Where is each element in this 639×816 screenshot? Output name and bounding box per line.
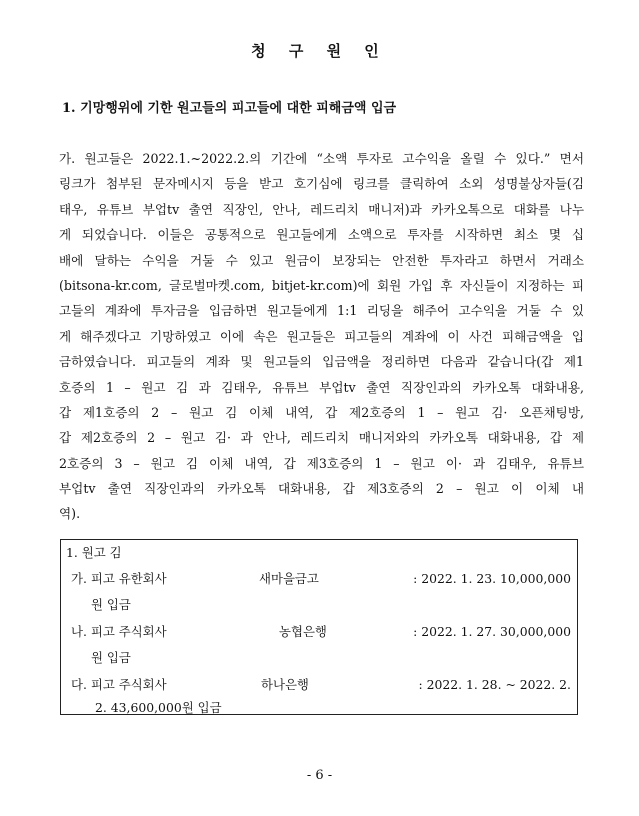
body-line: 부업tv 출연 직장인과의 카카오톡 대화내용, 갑 제3호증의 2 – 원고 이 이체 내 [59,481,584,497]
body-line: 호증의 1 – 원고 김 과 김태우, 유튜브 부업tv 출연 직장인과의 카카오톡 대화내용, [59,379,584,395]
page-number: - 6 - [306,768,333,783]
body-line: 게 해주겠다고 기망하였고 이에 속은 원고들은 피고들의 계좌에 이 사건 피해금액을 입 [59,328,584,344]
entry-continuation: 원 입금 [91,597,131,612]
entry-defendant: 나. 피고 주식회사 [71,624,167,639]
section-heading: 1. 기망행위에 기한 원고들의 피고들에 대한 피해금액 입금 [62,101,397,116]
body-line: (bitsona-kr.com, 글로벌마켓.com, bitjet-kr.com)에 회원 가입 후 자신들이 지정하는 피 [59,277,584,293]
entry-bank: 새마을금고 [259,571,319,586]
body-line: 2호증의 3 – 원고 김 이체 내역, 갑 제3호증의 1 – 원고 이· 과 김태우, 유튜브 [59,455,584,471]
body-line: 배에 달하는 수익을 거둘 수 있고 원금이 보장되는 안전한 투자라고 하면서 거래소 [59,252,584,268]
body-line: 태우, 유튜브 부업tv 출연 직장인, 안나, 레드리치 매니저)과 카카오톡으로 대화를 나누 [59,201,584,217]
entry-detail: : 2022. 1. 23. 10,000,000 [413,571,571,586]
entry-defendant: 다. 피고 주식회사 [71,677,167,692]
box-header: 1. 원고 김 [66,545,122,560]
body-line: 갑 제1호증의 2 – 원고 김 이체 내역, 갑 제2호증의 1 – 원고 김· 오픈채팅방, [59,404,584,420]
body-line: 금하였습니다. 피고들의 계좌 및 원고들의 입금액을 정리하면 다음과 같습니다(갑 제1 [59,354,584,370]
body-line: 가. 원고들은 2022.1.~2022.2.의 기간에 “소액 투자로 고수익을 올릴 수 있다.” 면서 [59,151,584,166]
page-title: 청 구 원 인 [251,42,388,60]
body-paragraph [59,150,584,531]
body-line: 게 되었습니다. 이들은 공통적으로 원고들에게 소액으로 투자를 시작하면 최소 몇 십 [59,227,584,243]
entry-defendant: 가. 피고 유한회사 [71,571,167,586]
entry-bank: 농협은행 [279,624,327,639]
body-line: 역). [59,506,81,522]
body-line: 링크가 첨부된 문자메시지 등을 받고 호기심에 링크를 클릭하여 소외 성명불상자들(김 [59,176,584,192]
body-line: 갑 제2호증의 2 – 원고 김· 과 안나, 레드리치 매니저와의 카카오톡 대화내용, 갑 제 [59,430,584,446]
entry-detail: : 2022. 1. 28. ~ 2022. 2. [418,677,571,692]
entry-continuation: 2. 43,600,000원 입금 [95,700,222,715]
entry-detail: : 2022. 1. 27. 30,000,000 [413,624,571,639]
entry-bank: 하나은행 [261,677,309,692]
body-line: 고들의 계좌에 투자금을 입금하면 원고들에게 1:1 리딩을 해주어 고수익을 거둘 수 있 [59,303,584,319]
deposit-summary-box [60,539,578,715]
entry-continuation: 원 입금 [91,650,131,665]
